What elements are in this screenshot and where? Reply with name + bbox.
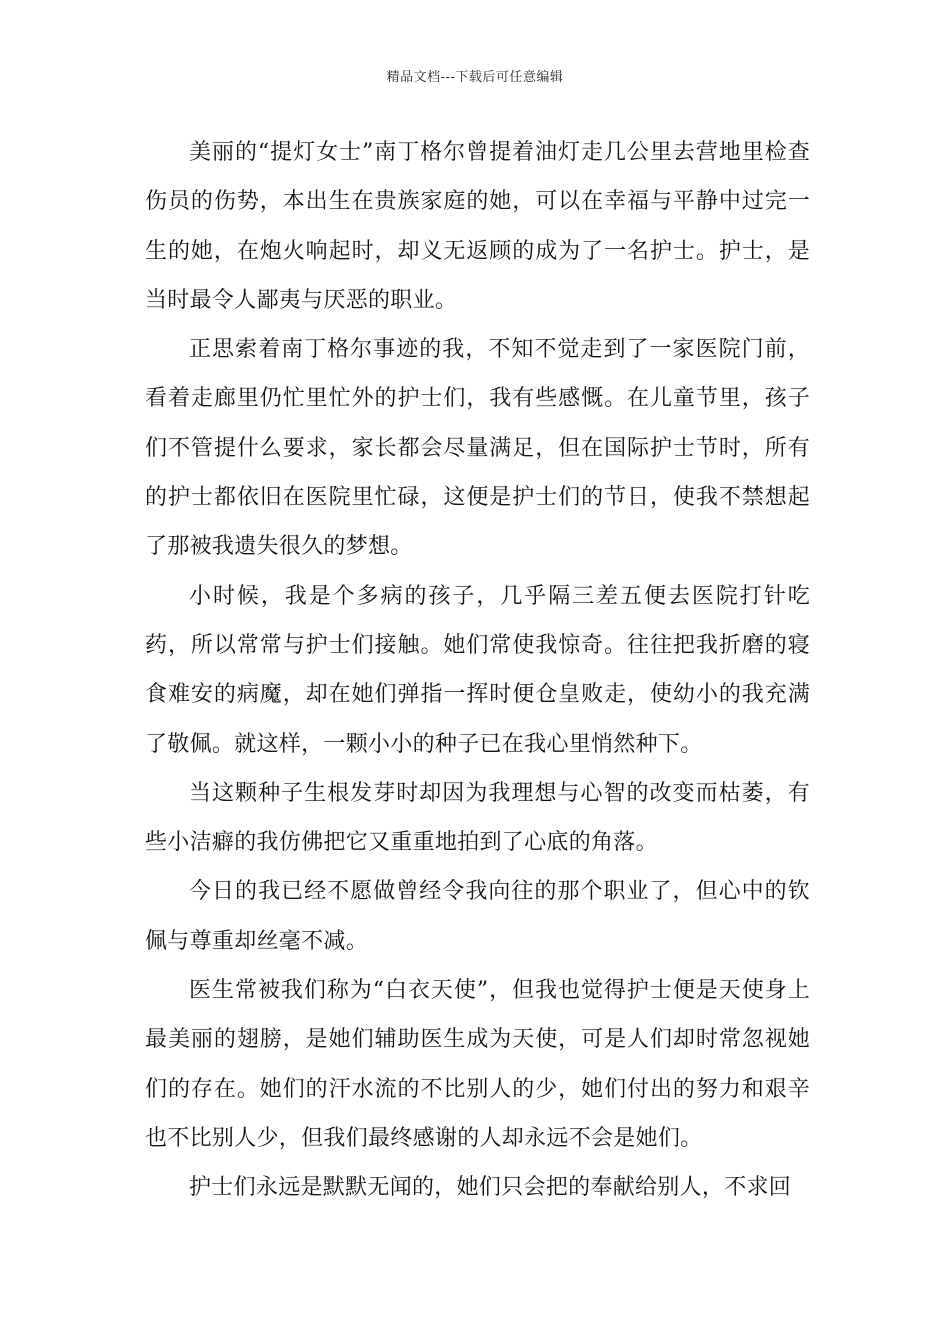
paragraph-4: 当这颗种子生根发芽时却因为我理想与心智的改变而枯萎，有些小洁癖的我仿佛把它又重重地拍到了心底的角落。 [145,780,810,856]
paragraph-3: 小时候，我是个多病的孩子，几乎隔三差五便去医院打针吃药，所以常常与护士们接触。她们常使我惊奇。往往把我折磨的寝食难安的病魔，却在她们弹指一挥时便仓皇败走，使幼小的我充满了敬佩。就这样，一颗小小的种子已在我心里悄然种下。 [145,583,810,757]
paragraph-7: 护士们永远是默默无闻的，她们只会把的奉献给别人，不求回 [189,1175,792,1201]
page-header: 精品文档---下载后可任意编辑 [386,70,564,85]
paragraph-2: 正思索着南丁格尔事迹的我，不知不觉走到了一家医院门前，看着走廊里仍忙里忙外的护士们，我有些感慨。在儿童节里，孩子们不管提什么要求，家长都会尽量满足，但在国际护士节时，所有的护士都依旧在医院里忙碌，这便是护士们的节日，使我不禁想起了那被我遗失很久的梦想。 [145,337,810,560]
paragraph-1: 美丽的“提灯女士”南丁格尔曾提着油灯走几公里去营地里检查伤员的伤势，本出生在贵族家庭的她，可以在幸福与平静中过完一生的她，在炮火响起时，却义无返顾的成为了一名护士。护士，是当时最令人鄙夷与厌恶的职业。 [145,140,810,313]
paragraph-6: 医生常被我们称为“白衣天使”，但我也觉得护士便是天使身上最美丽的翅膀，是她们辅助医生成为天使，可是人们却时常忽视她们的存在。她们的汗水流的不比别人的少，她们付出的努力和艰辛也不比别人少，但我们最终感谢的人却永远不会是她们。 [145,978,810,1151]
paragraph-5: 今日的我已经不愿做曾经令我向往的那个职业了，但心中的钦佩与尊重却丝毫不减。 [145,879,810,954]
document-body [145,128,810,1213]
